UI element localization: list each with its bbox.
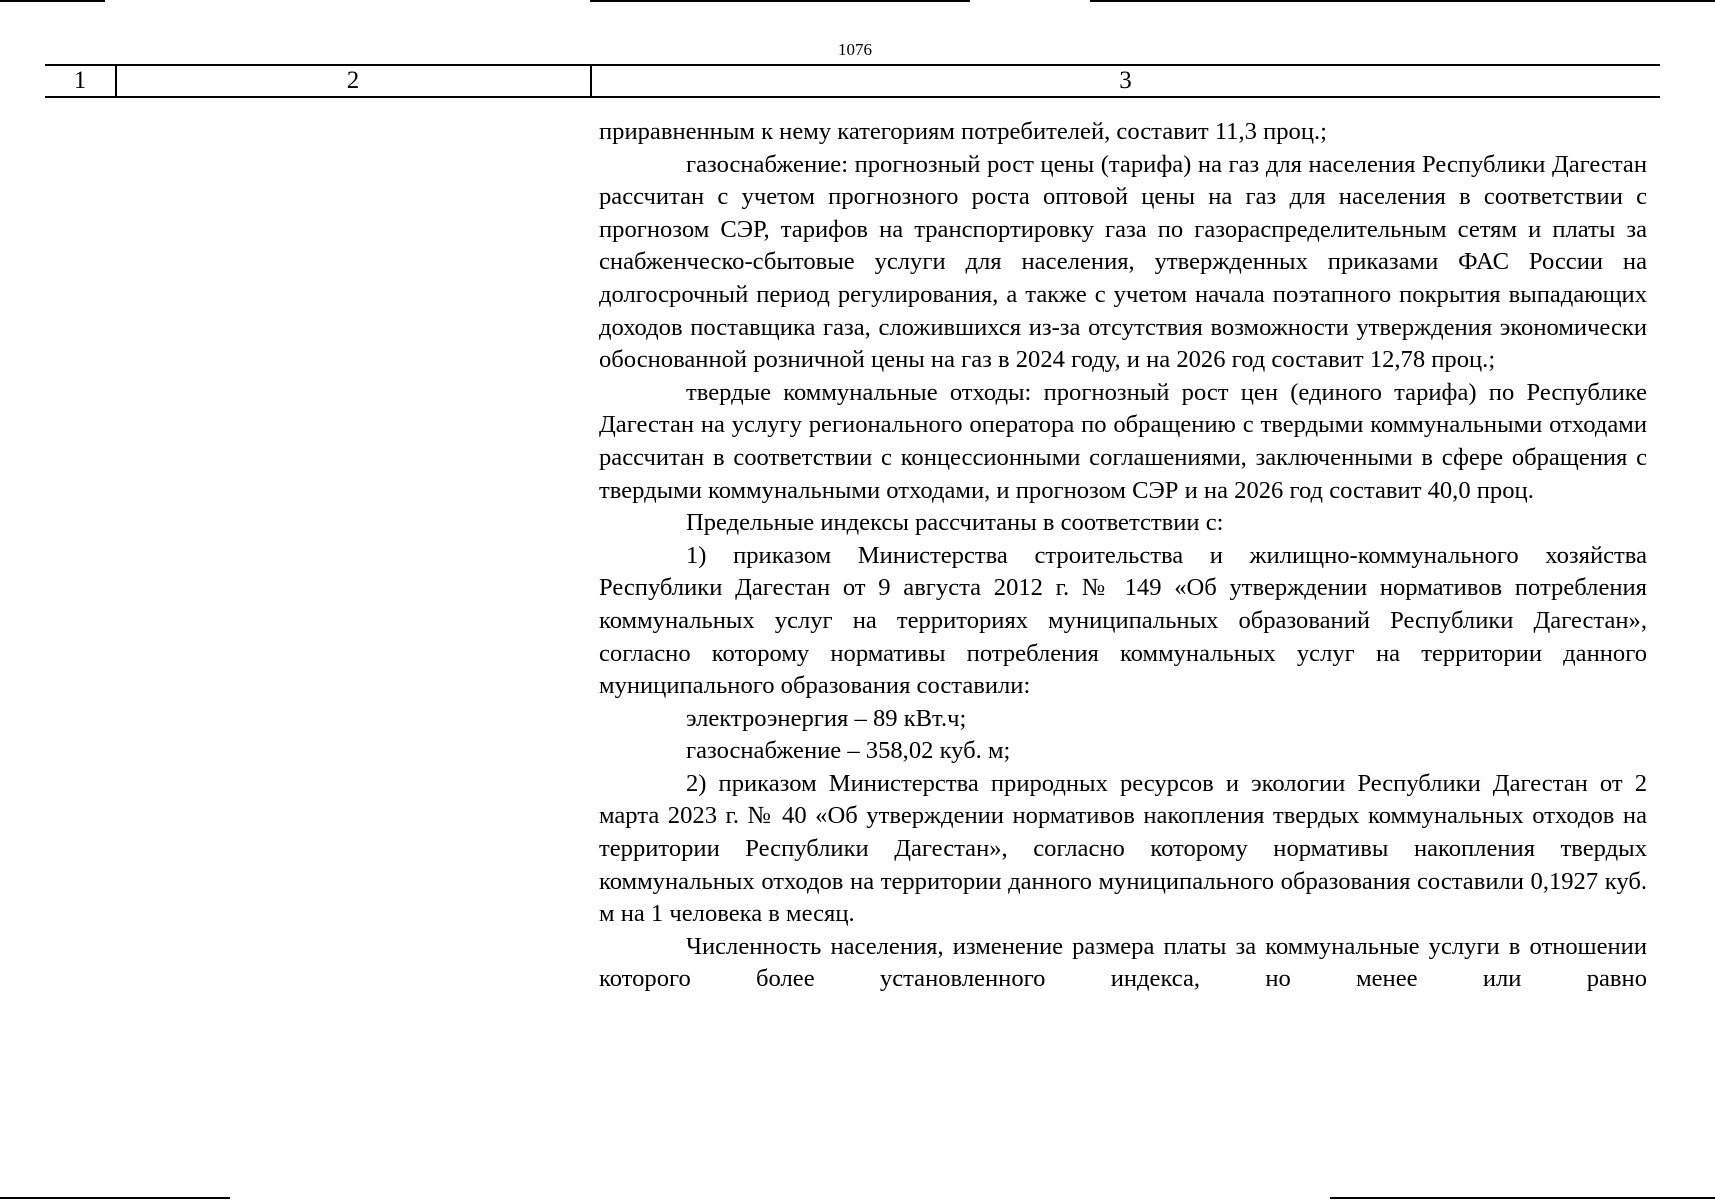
scan-edge-top-middle	[590, 0, 970, 2]
paragraph: газоснабжение: прогнозный рост цены (тарифа) на газ для населения Республики Дагестан рассчитан с учетом прогнозного роста оптовой цены на газ для населения в соответствии с прогнозом СЭР, тарифов на транспортировку газа по газораспределительным сетям и платы за снабженческо-сбытовые услуги для населения, утвержденных приказами ФАС России на долгосрочный период регулирования, а также с учетом начала поэтапного покрытия выпадающих доходов поставщика газа, сложившихся из-за отсутствия возможности утверждения экономически обоснованной розничной цены на газ в 2024 году, и на 2026 год составит 12,78 проц.;	[599, 150, 1647, 374]
document-body-column-3	[599, 116, 1647, 996]
paragraph: Численность населения, изменение размера платы за коммунальные услуги в отношении которого более установленного индекса, но менее или равно	[599, 932, 1647, 993]
table-header-row	[45, 64, 1660, 98]
paragraph: твердые коммунальные отходы: прогнозный рост цен (единого тарифа) по Республике Дагестан на услугу регионального оператора по обращению с твердыми коммунальными отходами рассчитан в соответствии с концессионными соглашениями, заключенными в сфере обращения с твердыми коммунальными отходами, и прогнозом СЭР и на 2026 год составит 40,0 проц.	[599, 378, 1647, 504]
table-header-col-3: 3	[1119, 67, 1132, 94]
scan-edge-top-right	[1090, 0, 1715, 2]
paragraph: электроэнергия – 89 кВт.ч;	[686, 704, 967, 732]
paragraph: газоснабжение – 358,02 куб. м;	[686, 737, 1011, 765]
scan-edge-top-left	[0, 0, 105, 2]
scan-edge-bottom-left	[0, 1197, 230, 1199]
scan-edge-bottom-right	[1330, 1197, 1715, 1199]
paragraph: 1) приказом Министерства строительства и жилищно-коммунального хозяйства Республики Дагестан от 9 августа 2012 г. № 149 «Об утверждении нормативов потребления коммунальных услуг на территориях муниципальных образований Республики Дагестан», согласно которому нормативы потребления коммунальных услуг на территории данного муниципального образования составили:	[599, 541, 1647, 700]
table-header-col-1: 1	[73, 67, 87, 94]
page-number: 1076	[838, 40, 872, 59]
paragraph: 2) приказом Министерства природных ресурсов и экологии Республики Дагестан от 2 марта 2023 г. № 40 «Об утверждении нормативов накопления твердых коммунальных отходов на территории Республики Дагестан», согласно которому нормативы накопления твердых коммунальных отходов на территории данного муниципального образования составили 0,1927 куб. м на 1 человека в месяц.	[599, 769, 1647, 928]
paragraph: Предельные индексы рассчитаны в соответствии с:	[686, 509, 1224, 537]
table-header-col-2: 2	[346, 67, 360, 94]
paragraph: приравненным к нему категориям потребителей, составит 11,3 проц.;	[599, 118, 1327, 145]
